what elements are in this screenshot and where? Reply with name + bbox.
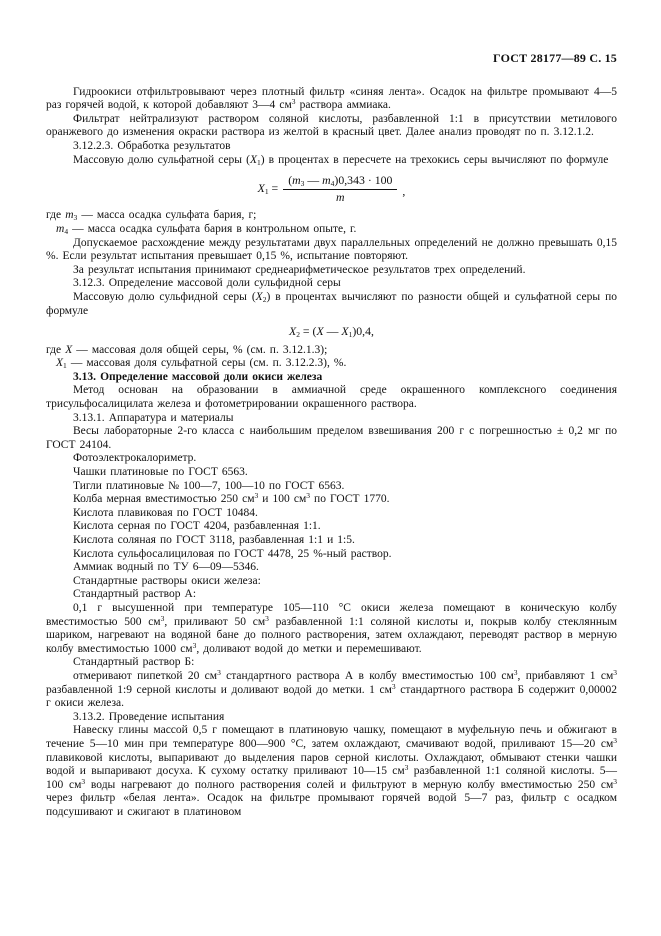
paragraph-hydrochloric-acid: Кислота соляная по ГОСТ 3118, разбавленная 1:1 и 1:5. <box>73 534 355 546</box>
paragraph-standard-solution-a-label: Стандартный раствор А: <box>73 588 197 601</box>
formula-numerator: ($m_3$ — $m_4)0,343 \cdot 100$ <box>283 174 397 190</box>
formula-denominator: m <box>336 189 345 204</box>
paragraph-sulfate-mass-fraction-intro: Массовую долю сульфатной серы $(X_1)$ в процентах в пересчете на трехокись серы вычисляют по формуле <box>73 153 609 167</box>
paragraph-volumetric-flask: Колба мерная вместимостью 250 $см^3$ и 100 $см^3$ по ГОСТ 1770. <box>73 491 390 506</box>
legend-m4: $m_4$ — масса осадка сульфата бария в контрольном опыте, г. <box>56 222 357 236</box>
section-heading-test-procedure: 3.13.2. Проведение испытания <box>73 710 225 723</box>
paragraph-method-basis: Метод основан на образовании в аммиачной среде окрашенного комплексного соединения трисульфосалицилата железа и фотометрировании окрашенного раствора. <box>46 384 617 411</box>
paragraph-test-procedure: Навеску глины массой 0,5 г помещают в платиновую чашку, помещают в муфельную печь и обжигают в течение 5—10 мин при температуре 800—900 °С, затем охлаждают, смачивают водой, приливают 15—20 $см^3$ плавиковой кислоты, выпаривают до выделения паров серной кислоты. Охлаждают, обмывают стенки чашки водой и выпаривают досуха. К сухому остатку приливают 10—15 $см^3$ разбавленной 1:1 соляной кислоты. 5—100 $см^3$ воды нагревают до полного растворения солей и фильтруют в мерную колбу вместимостью 250 $см^3$ через фильтр «белая лента». Осадок на фильтре промывают горячей водой 5—7 раз, фильтр с осадком подсушивают и сжигают в платиновом <box>46 724 617 818</box>
formula-trailing-comma: , <box>402 184 406 199</box>
section-heading-sulfide-sulfur: 3.12.3. Определение массовой доли сульфидной серы <box>73 277 341 290</box>
paragraph-standard-solution-b-procedure: отмеривают пипеткой 20 $см^3$ стандартного раствора А в колбу вместимостью 100 $см^3$, прибавляют 1 $см^3$ разбавленной 1:9 серной кислоты и доливают водой до метки. 1 $см^3$ стандартного раствора Б содержит 0,00002 г окиси железа. <box>46 667 617 710</box>
paragraph-standard-solutions-intro: Стандартные растворы окиси железа: <box>73 574 261 587</box>
section-heading-apparatus-materials: 3.13.1. Аппаратура и материалы <box>73 411 234 424</box>
paragraph-sulfide-mass-fraction-intro: Массовую долю сульфидной серы $(X_2)$ в процентах вычисляют по разности общей и сульфатной серы по формуле <box>46 290 617 317</box>
paragraph-test-result-average: За результат испытания принимают среднеарифметическое результатов трех определений. <box>73 263 526 276</box>
paragraph-sulfosalicylic-acid: Кислота сульфосалициловая по ГОСТ 4478, 25 %-ный раствор. <box>73 547 392 560</box>
legend-m3: где $m_3$ — масса осадка сульфата бария, г; <box>46 209 257 223</box>
paragraph-platinum-cups: Чашки платиновые по ГОСТ 6563. <box>73 466 248 479</box>
formula-sulfide-sulfur: $X_2 = (X$ — $X_1)0,4$, <box>289 324 374 340</box>
paragraph-lab-scales: Весы лабораторные 2-го класса с наибольшим пределом взвешивания 200 г с погрешностью ± 0,2 мг по ГОСТ 24104. <box>46 425 617 451</box>
formula-fraction <box>283 174 397 204</box>
legend-x1: $X_1$ — массовая доля сульфатной серы (см. п. 3.12.2.3), %. <box>56 357 347 371</box>
paragraph-platinum-crucibles: Тигли платиновые № 100—7, 100—10 по ГОСТ 6563. <box>73 479 345 492</box>
paragraph-allowed-discrepancy: Допускаемое расхождение между результатами двух параллельных определений не должно превышать 0,15 %. Если результат испытания превышает 0,15 %, испытание повторяют. <box>46 236 617 263</box>
paragraph-standard-solution-a-procedure: 0,1 г высушенной при температуре 105—110 °С окиси железа помещают в коническую колбу вместимостью 500 $см^3$, приливают 50 $см^3$ разбавленной 1:1 соляной кислоты и, покрыв колбу стеклянным шариком, нагревают на водяной бане до полного растворения, затем охлаждают, переводят раствор в мерную колбу вместимостью 1000 $см^3$, доливают водой до метки и перемешивают. <box>46 601 618 655</box>
paragraph-sulfuric-acid: Кислота серная по ГОСТ 4204, разбавленная 1:1. <box>73 520 321 533</box>
formula-sulfate-sulfur <box>46 174 617 204</box>
paragraph-aqueous-ammonia: Аммиак водный по ТУ 6—09—5346. <box>73 561 259 574</box>
running-header: ГОСТ 28177—89 С. 15 <box>493 51 617 65</box>
section-heading-iron-oxide: 3.13. Определение массовой доли окиси железа <box>73 370 323 383</box>
paragraph-photoelectrocolorimeter: Фотоэлектрокалориметр. <box>73 452 197 465</box>
paragraph-filtrate-neutralization: Фильтрат нейтрализуют раствором соляной кислоты, разбавленной 1:1 в присутствии метилового оранжевого до изменения окраски раствора из желтой в красный цвет. Далее анализ проводят по п. 3.12.1.2. <box>46 112 617 139</box>
paragraph-hydrofluoric-acid: Кислота плавиковая по ГОСТ 10484. <box>73 506 258 519</box>
section-heading-results-processing: 3.12.2.3. Обработка результатов <box>73 139 231 152</box>
legend-x: где X — массовая доля общей серы, % (см. п. 3.12.1.3); <box>46 343 328 356</box>
paragraph-hydroxide-filtering: Гидроокиси отфильтровывают через плотный фильтр «синяя лента». Осадок на фильтре промывают 4—5 раз горячей водой, к которой добавляют 3—4 $см^3$ раствора аммиака. <box>46 85 617 112</box>
formula-lhs: $X_1$ = <box>257 181 279 197</box>
paragraph-standard-solution-b-label: Стандартный раствор Б: <box>73 656 195 669</box>
